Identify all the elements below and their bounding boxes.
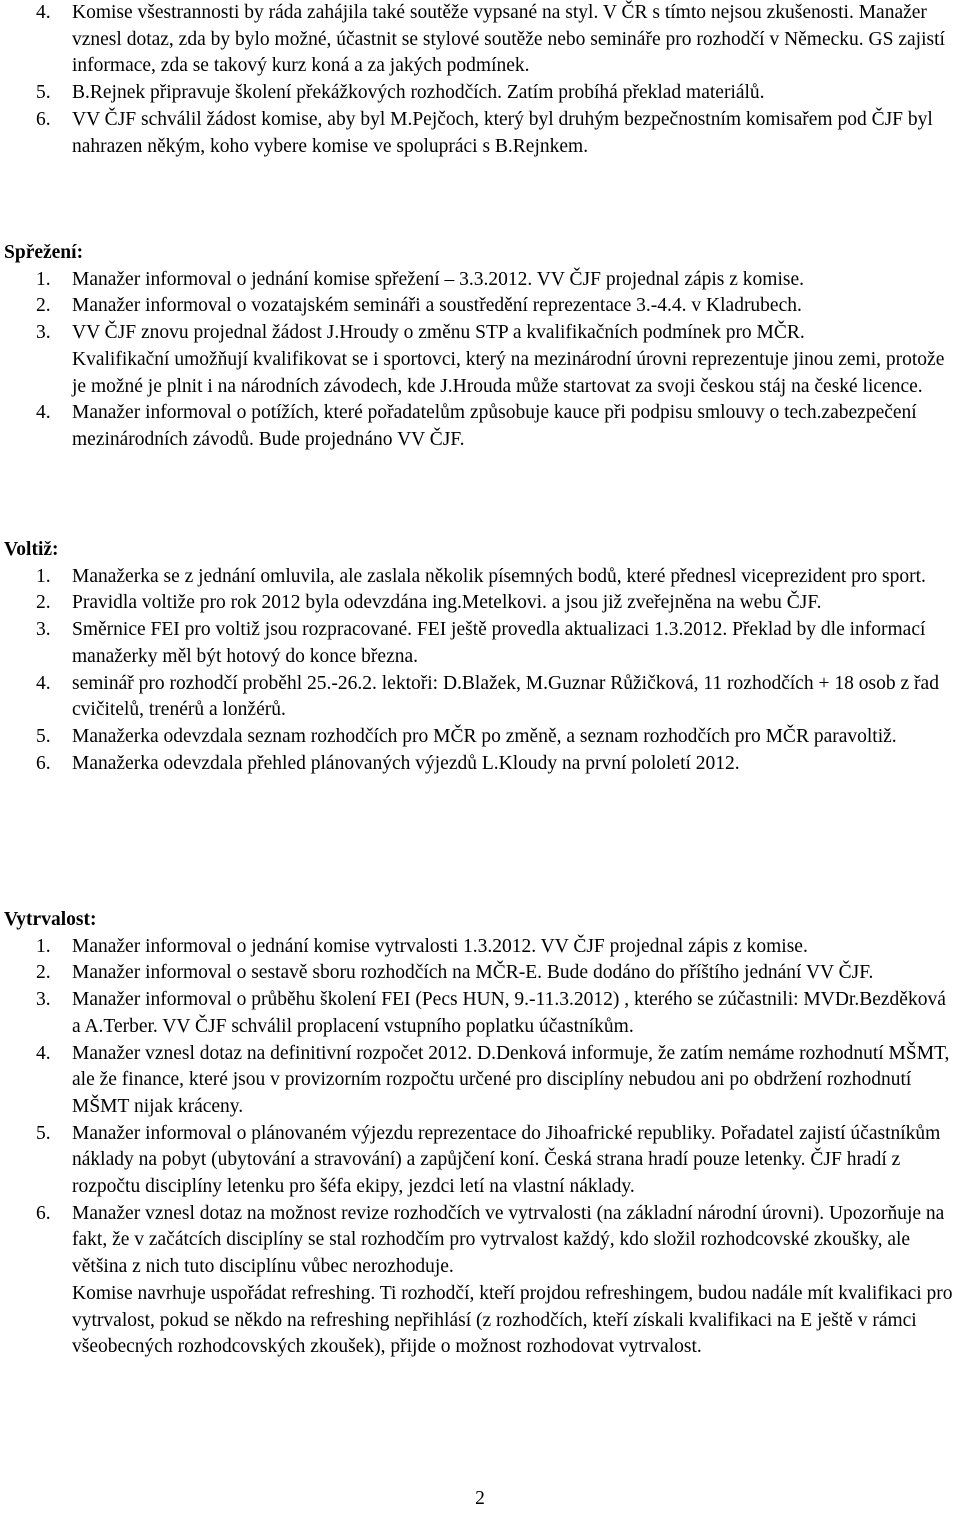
- section-vytrvalost: [0, 907, 960, 1361]
- item-number: 2.: [36, 295, 51, 317]
- item-number: 4.: [36, 1042, 51, 1064]
- item-number: 6.: [36, 752, 51, 774]
- item-number: 1.: [36, 935, 51, 957]
- list-item: [0, 617, 960, 670]
- item-text: Manažer informoval o jednání komise vytrvalosti 1.3.2012. VV ČJF projednal zápis z komise.: [72, 935, 808, 957]
- item-text: Manažerka se z jednání omluvila, ale zaslala několik písemných bodů, které přednesl viceprezident pro sport.: [72, 565, 926, 587]
- list-item: [0, 671, 960, 724]
- item-text: Manažer informoval o sestavě sboru rozhodčích na MČR-E. Bude dodáno do příštího jednání VV ČJF.: [72, 962, 874, 984]
- item-text: Manažer informoval o jednání komise spřežení – 3.3.2012. VV ČJF projednal zápis z komise.: [72, 268, 805, 290]
- item-number: 5.: [36, 1122, 51, 1144]
- list-item: [0, 590, 960, 617]
- intro-section: [0, 0, 960, 160]
- section-voltiz: [0, 537, 960, 777]
- list-item: [0, 293, 960, 320]
- item-text: Manažerka odevzdala přehled plánovaných výjezdů L.Kloudy na první pololetí 2012.: [72, 752, 740, 774]
- list-item: [0, 724, 960, 751]
- list-item: [0, 0, 960, 80]
- section-heading: Vytrvalost:: [4, 909, 97, 930]
- item-number: 6.: [36, 108, 51, 130]
- list-item: [0, 107, 960, 160]
- list-item: [0, 1041, 960, 1121]
- item-text: Manažer vznesl dotaz na možnost revize rozhodčích ve vytrvalosti (na základní národní úrovni). Upozorňuje na fakt, že v začátcích disciplíny se stal rozhodčím pro vytrvalost každý, kdo složil rozhodcovské zkoušky, ale většina z nich tuto disciplínu vůbec nerozhoduje.: [72, 1202, 945, 1278]
- section-sprezeni: [0, 240, 960, 454]
- item-text: Manažer informoval o potížích, které pořadatelům způsobuje kauce při podpisu smlouvy o tech.zabezpečení mezinárodních závodů. Bude projednáno VV ČJF.: [72, 402, 917, 450]
- item-number: 4.: [36, 672, 51, 694]
- list-item: [0, 400, 960, 453]
- item-number: 1.: [36, 268, 51, 290]
- list-item: [0, 960, 960, 987]
- item-number: 3.: [36, 989, 51, 1011]
- paragraph-continuation: Komise navrhuje uspořádat refreshing. Ti rozhodčí, kteří projdou refreshingem, budou nadále mít kvalifikaci pro vytrvalost, pokud se někdo na refreshing nepřihlásí (z rozhodčích, kteří získali kvalifikaci na E ještě v rámci všeobecných rozhodcovských zkoušek), přijde o možnost rozhodovat vytrvalost.: [72, 1282, 953, 1358]
- list-item: [0, 80, 960, 107]
- item-number: 2.: [36, 592, 51, 614]
- vytrvalost-list: [0, 934, 960, 1281]
- item-text: VV ČJF schválil žádost komise, aby byl M.Pejčoch, který byl druhým bezpečnostním komisařem pod ČJF byl nahrazen někým, koho vybere komise ve spolupráci s B.Rejnkem.: [72, 108, 933, 157]
- sprezeni-list-continued: [0, 400, 960, 453]
- item-text: seminář pro rozhodčí proběhl 25.-26.2. lektoři: D.Blažek, M.Guznar Růžičková, 11 rozhodčích + 18 osob z řad cvičitelů, trenérů a lonžérů.: [72, 672, 939, 721]
- section-heading: Voltiž:: [4, 539, 59, 560]
- item-text: Manažerka odevzdala seznam rozhodčích pro MČR po změně, a seznam rozhodčích pro MČR paravoltiž.: [72, 725, 897, 747]
- item-text: Manažer informoval o vozatajském semináři a soustředění reprezentace 3.-4.4. v Kladrubech.: [72, 295, 802, 317]
- list-item: [0, 1121, 960, 1201]
- item-text: Manažer informoval o plánovaném výjezdu reprezentace do Jihoafrické republiky. Pořadatel zajistí účastníkům náklady na pobyt (ubytování a stravování) a zapůjčení koní. Česká strana hradí pouze letenky. ČJF hradí z rozpočtu disciplíny letenku pro šéfa ekipy, jezdci letí na vlastní náklady.: [72, 1122, 941, 1198]
- item-text: Pravidla voltiže pro rok 2012 byla odevzdána ing.Metelkovi. a jsou již zveřejněna na webu ČJF.: [72, 592, 822, 614]
- item-text: Manažer vznesl dotaz na definitivní rozpočet 2012. D.Denková informuje, že zatím nemáme rozhodnutí MŠMT, ale že finance, které jsou v provizorním rozpočtu určené pro disciplíny nebudou ani po obdržení rozhodnutí MŠMT nijak kráceny.: [72, 1042, 950, 1117]
- item-number: 5.: [36, 82, 51, 104]
- item-number: 5.: [36, 725, 51, 747]
- item-number: 2.: [36, 962, 51, 984]
- list-item: [0, 987, 960, 1040]
- list-item: [0, 564, 960, 591]
- item-number: 6.: [36, 1202, 51, 1224]
- item-number: 3.: [36, 619, 51, 641]
- section-heading: Spřežení:: [4, 242, 84, 263]
- item-text: VV ČJF znovu projednal žádost J.Hroudy o změnu STP a kvalifikačních podmínek pro MČR.: [72, 322, 805, 344]
- item-text: Směrnice FEI pro voltiž jsou rozpracované. FEI ještě provedla aktualizaci 1.3.2012. Překlad by dle informací manažerky měl být hotový do konce března.: [72, 619, 926, 667]
- item-text: B.Rejnek připravuje školení překážkových rozhodčích. Zatím probíhá překlad materiálů.: [72, 82, 765, 104]
- list-item: [0, 1201, 960, 1281]
- page-number: 2: [475, 1488, 485, 1509]
- voltiz-list: [0, 564, 960, 778]
- paragraph-continuation: Kvalifikační umožňují kvalifikovat se i sportovci, který na mezinárodní úrovni reprezentuje jinou zemi, protože je možné je plnit i na národních závodech, kde J.Hrouda může startovat za svoji českou stáj na české licence.: [72, 348, 945, 397]
- list-item: [0, 751, 960, 778]
- list-item: [0, 267, 960, 294]
- item-text: Manažer informoval o průběhu školení FEI (Pecs HUN, 9.-11.3.2012) , kterého se zúčastnili: MVDr.Bezděková a A.Terber. VV ČJF schválil proplacení vstupního poplatku účastníkům.: [72, 989, 946, 1037]
- item-number: 3.: [36, 322, 51, 344]
- sprezeni-list: [0, 267, 960, 347]
- list-item: [0, 934, 960, 961]
- item-number: 4.: [36, 402, 51, 424]
- item-number: 4.: [36, 2, 51, 23]
- list-item: [0, 320, 960, 347]
- item-number: 1.: [36, 565, 51, 587]
- intro-list: [0, 0, 960, 160]
- item-text: Komise všestrannosti by ráda zahájila také soutěže vypsané na styl. V ČR s tímto nejsou zkušenosti. Manažer vznesl dotaz, zda by bylo možné, účastnit se stylové soutěže nebo semináře pro rozhodčí v Německu. GS zajistí informace, zda se takový kurz koná a za jakých podmínek.: [72, 2, 945, 77]
